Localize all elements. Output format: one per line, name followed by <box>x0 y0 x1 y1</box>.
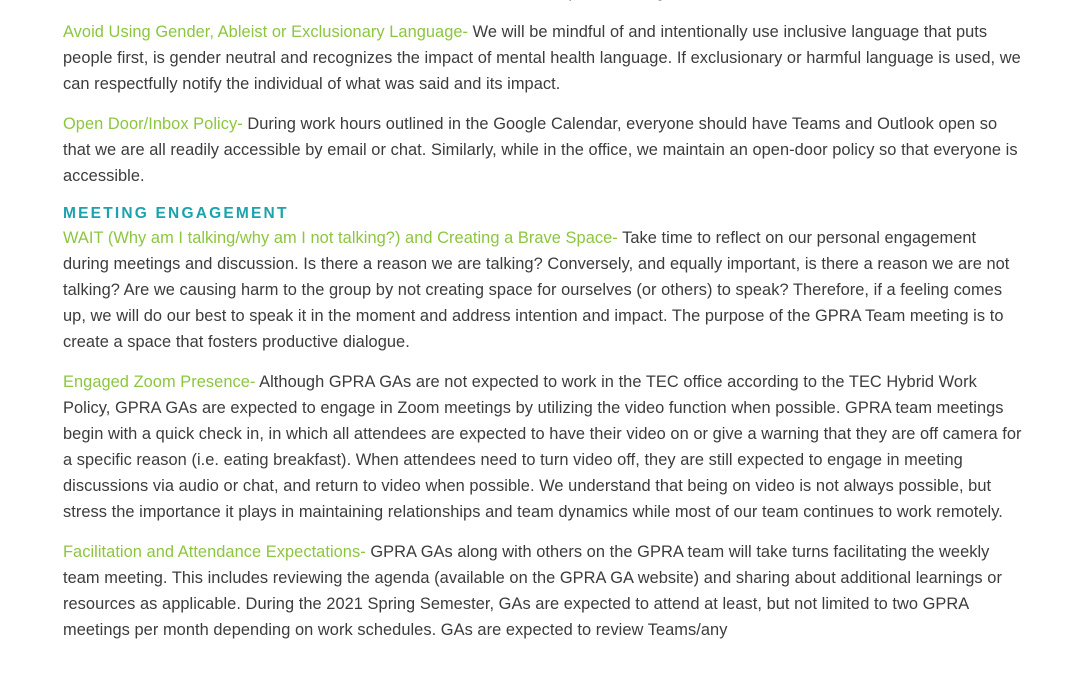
open-door-lead: Open Door/Inbox Policy- <box>63 115 243 133</box>
facilitation-paragraph <box>63 539 1025 643</box>
document-page <box>63 0 1025 657</box>
open-door-body: During work hours outlined in the Google Calendar, everyone should have Teams and Outlook open so that we are all readily accessible by email or chat. Similarly, while in the office, we maintain an open-door policy so that everyone is accessible. <box>63 115 1018 185</box>
top-fragment-paragraph <box>63 0 1025 5</box>
meeting-engagement-heading: MEETING ENGAGEMENT <box>63 205 289 222</box>
inclusive-language-paragraph <box>63 19 1025 97</box>
facilitation-lead: Facilitation and Attendance Expectations- <box>63 543 366 561</box>
zoom-presence-paragraph <box>63 369 1025 525</box>
facilitation-body: GPRA GAs along with others on the GPRA team will take turns facilitating the weekly team meeting. This includes reviewing the agenda (available on the GPRA GA website) and sharing about additional learnings or resources as applicable. During the 2021 Spring Semester, GAs are expected to attend at least, but not limited to two GPRA meetings per month depending on work schedules. GAs are expected to review Teams/any <box>63 543 1002 639</box>
open-door-paragraph <box>63 111 1025 189</box>
zoom-presence-body: Although GPRA GAs are not expected to work in the TEC office according to the TEC Hybrid Work Policy, GPRA GAs are expected to engage in Zoom meetings by utilizing the video function when possible. GPRA team meetings begin with a quick check in, in which all attendees are expected to have their video on or give a warning that they are off camera for a specific reason (i.e. eating breakfast). When attendees need to turn video off, they are still expected to engage in meeting discussions via audio or chat, and return to video when possible. We understand that being on video is not always possible, but stress the importance it plays in maintaining relationships and team dynamics while most of our team continues to work remotely. <box>63 373 1022 521</box>
zoom-presence-lead: Engaged Zoom Presence- <box>63 373 256 391</box>
inclusive-language-lead: Avoid Using Gender, Ableist or Exclusionary Language- <box>63 23 469 41</box>
inclusive-language-body: We will be mindful of and intentionally use inclusive language that puts people first, is gender neutral and recognizes the impact of mental health language. If exclusionary or harmful language is used, we can respectfully notify the individual of what was said and its impact. <box>63 23 1021 93</box>
wait-lead: WAIT (Why am I talking/why am I not talking?) and Creating a Brave Space- <box>63 229 618 247</box>
wait-paragraph <box>63 225 1025 355</box>
wait-body: Take time to reflect on our personal engagement during meetings and discussion. Is there a reason we are talking? Conversely, and equally important, is there a reason we are not talking? Are we causing harm to the group by not creating space for ourselves (or others) to speak? Therefore, if a feeling comes up, we will do our best to speak it in the moment and address intention and impact. The purpose of the GPRA Team meeting is to create a space that fosters productive dialogue. <box>63 229 1010 351</box>
